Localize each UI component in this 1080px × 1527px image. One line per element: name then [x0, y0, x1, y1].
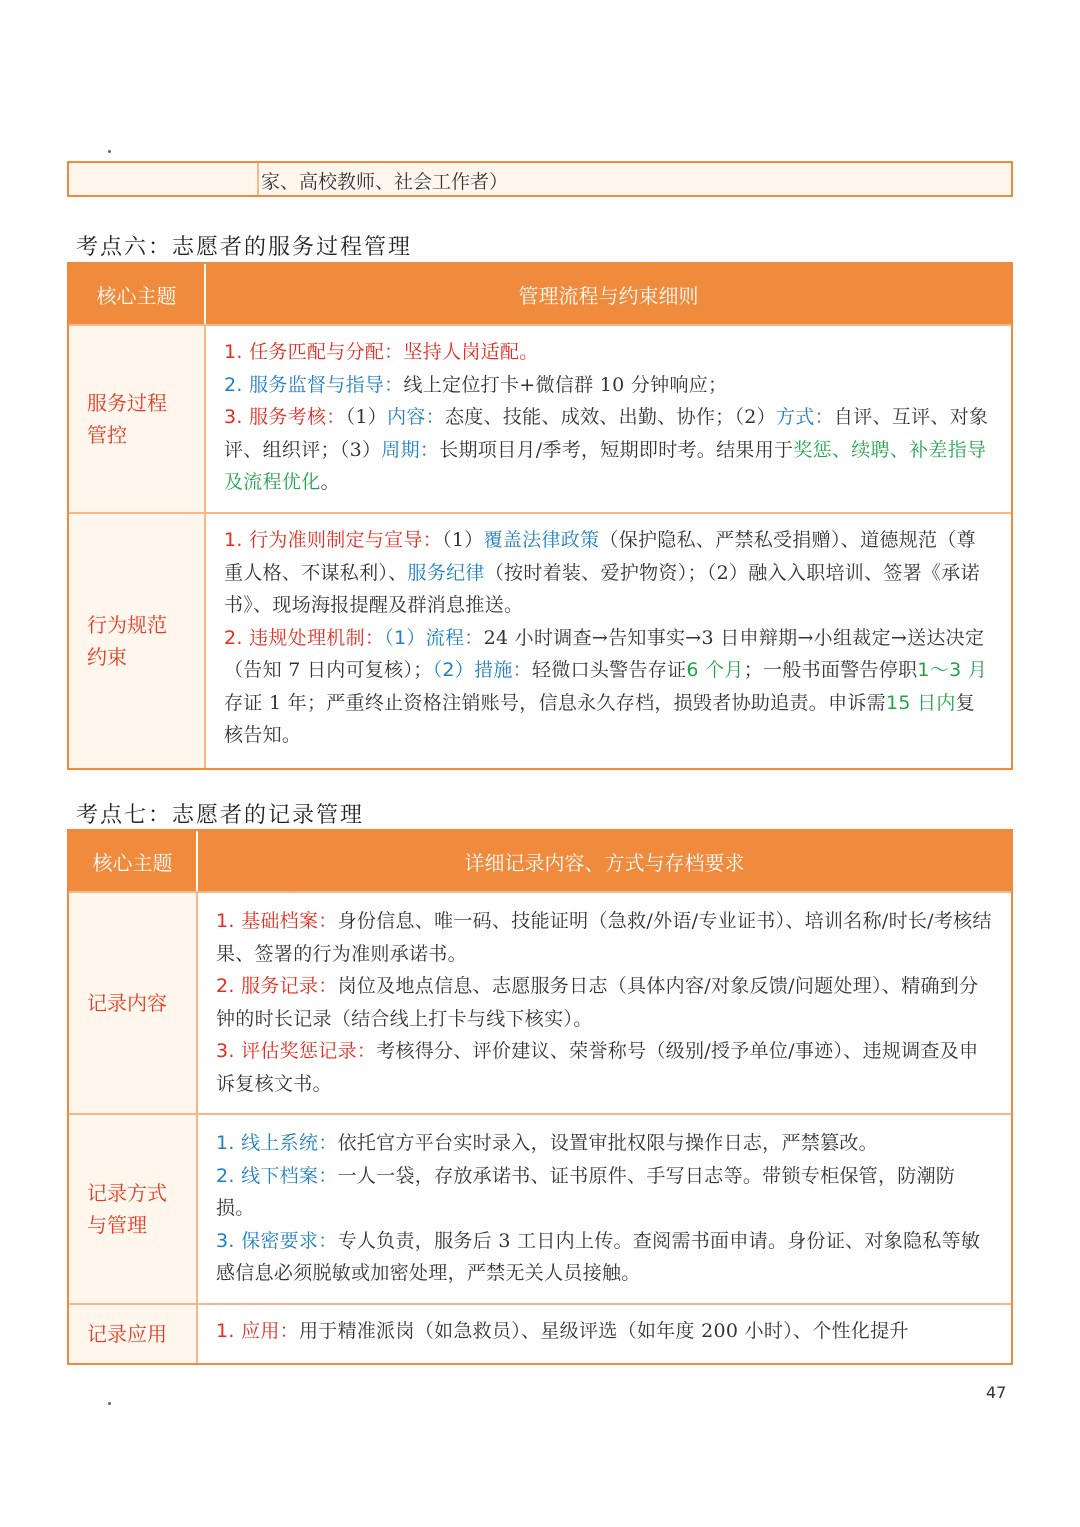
scan-dot [108, 150, 111, 153]
detail-cell: 1. 行为准则制定与宣导：（1）覆盖法律政策（保护隐私、严禁私受捐赠）、道德规范（尊重人格、不谋私利）、服务纪律（按时着装、爱护物资）；（2）融入入职培训、签署《承诺书》、现场海报提醒及群消息推送。 2. 违规处理机制：（1）流程：24 小时调查→告知事实→3 日申辩期→小组裁定→送达决定（告知 7 日内可复核）；（2）措施：轻微口头警告存证6 个月；一般书面警告停职1～3 月存证 1 年；严重终止资格注销账号，信息永久存档，损毁者协助追责。申诉需15 日内复核告知。 [206, 514, 1011, 768]
topic-cell [69, 514, 206, 768]
section6-table [67, 262, 1013, 770]
topic-cell [69, 1115, 198, 1303]
section7-header-col2: 详细记录内容、方式与存档要求 [198, 831, 1011, 891]
section7-row-method [69, 1113, 1011, 1303]
topic-label: 记录应用 [87, 1322, 167, 1346]
detail-cell: 1. 任务匹配与分配：坚持人岗适配。 2. 服务监督与指导：线上定位打卡+微信群 10 分钟响应； 3. 服务考核：（1）内容：态度、技能、成效、出勤、协作；（2）方式：自评、互评、对象评、组织评；（3）周期：长期项目月/季考，短期即时考。结果用于奖惩、续聘、补差指导及流程优化。 [206, 326, 1011, 512]
section6-header-row [69, 264, 1011, 324]
section7-row-content [69, 891, 1011, 1113]
topic-label: 记录内容 [87, 991, 167, 1015]
previous-table-fragment [67, 161, 1013, 197]
section7-title: 考点七：志愿者的记录管理 [76, 803, 365, 828]
detail-cell: 1. 基础档案：身份信息、唯一码、技能证明（急救/外语/专业证书）、培训名称/时长/考核结果、签署的行为准则承诺书。 2. 服务记录：岗位及地点信息、志愿服务日志（具体内容/对象反馈/问题处理）、精确到分钟的时长记录（结合线上打卡与线下核实）。 3. 评估奖惩记录：考核得分、评价建议、荣誉称号（级别/授予单位/事迹）、违规调查及申诉复核文书。 [198, 893, 1011, 1113]
topic-label: 服务过程 管控 [87, 391, 167, 447]
section6-title: 考点六：志愿者的服务过程管理 [76, 235, 413, 260]
scan-dot [108, 1402, 111, 1405]
detail-cell: 1. 应用：用于精准派岗（如急救员）、星级评选（如年度 200 小时）、个性化提升 [198, 1305, 1011, 1363]
section6-header-col2: 管理流程与约束细则 [206, 264, 1011, 324]
section7-header-row [69, 831, 1011, 891]
section7-header-col1: 核心主题 [69, 831, 198, 891]
page-number: 47 [986, 1383, 1007, 1402]
topic-label: 行为规范 约束 [87, 613, 167, 669]
section6-header-col1: 核心主题 [69, 264, 206, 324]
section7-table [67, 829, 1013, 1365]
topic-cell [69, 893, 198, 1113]
topic-cell [69, 1305, 198, 1363]
topic-cell [69, 326, 206, 512]
section7-row-application [69, 1303, 1011, 1363]
topic-label: 记录方式 与管理 [87, 1181, 167, 1237]
detail-cell: 1. 线上系统：依托官方平台实时录入，设置审批权限与操作日志，严禁篡改。 2. 线下档案：一人一袋，存放承诺书、证书原件、手写日志等。带锁专柜保管，防潮防损。 3. 保密要求：专人负责，服务后 3 工日内上传。查阅需书面申请。身份证、对象隐私等敏感信息必须脱敏或加密处理，严禁无关人员接触。 [198, 1115, 1011, 1303]
section6-row-process [69, 324, 1011, 512]
fragment-text: 家、高校教师、社会工作者） [261, 171, 509, 193]
section6-row-conduct [69, 512, 1011, 768]
